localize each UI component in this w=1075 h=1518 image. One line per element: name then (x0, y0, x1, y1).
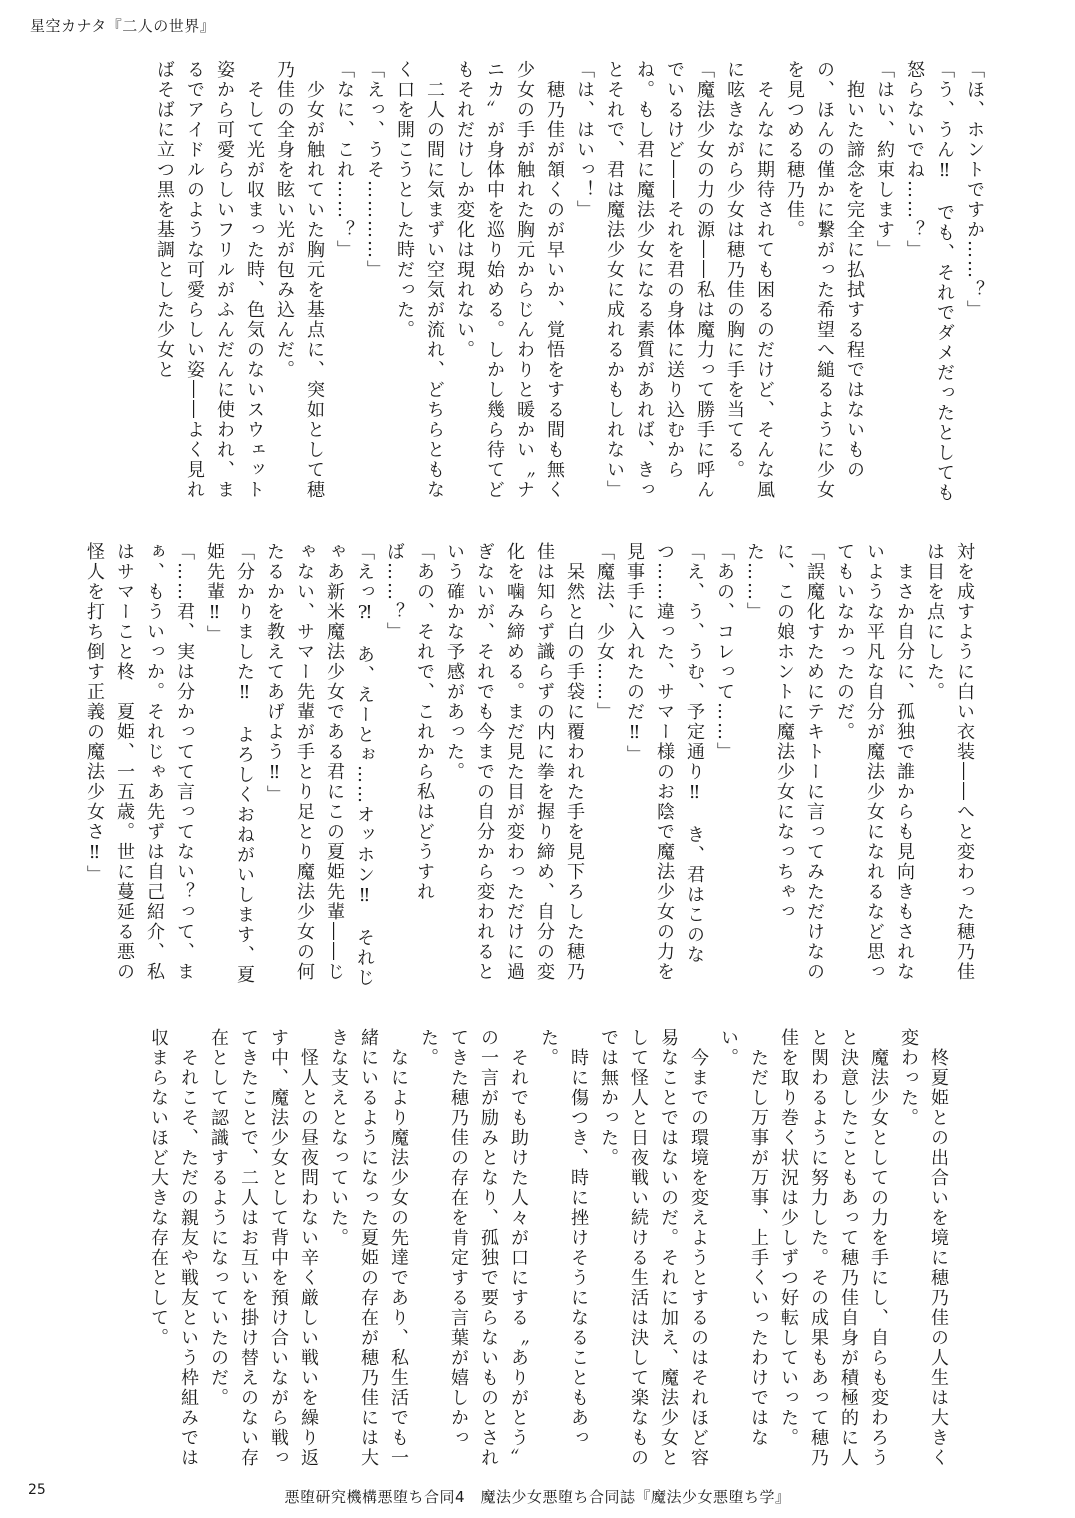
paragraph: それこそ、ただの親友や戦友という枠組みでは収まらないほど大きな存在として。 (148, 1028, 199, 1468)
paragraph: 「えっ⁈ あ、えーとぉ……オッホン‼ それじゃあ新米魔法少女である君にこの夏姫先輩――じゃない、サマー先輩が手とり足とり魔法少女の何たるかを教えてあげよう‼」 (264, 542, 375, 988)
paragraph: なにより魔法少女の先達であり、私生活でも一緒にいるようになった夏姫の存在が穂乃佳には大きな支えとなっていた。 (328, 1028, 409, 1468)
paragraph: まさか自分に、孤独で誰からも見向きもされないような平凡な自分が魔法少女になれるなど思ってもいなかったのだ。 (834, 542, 915, 982)
paragraph: 「う、うん‼ でも、それでダメだったとしても怒らないでね……？」 (904, 60, 955, 503)
paragraph: 時に傷つき、時に挫けそうになることもあった。 (538, 1028, 589, 1448)
page-header: 星空カナタ『二人の世界』 (30, 17, 216, 35)
paragraph: それでも助けた人々が口にする〝ありがとう〟の一言が励みとなり、孤独で要らないものとされてきた穂乃佳の存在を肯定する言葉が嬉しかった。 (418, 1028, 529, 1468)
paragraph: 対を成すように白い衣装――へと変わった穂乃佳は目を点にした。 (924, 542, 975, 982)
paragraph: 「はい、約束します」 (874, 60, 895, 260)
paragraph: 「えっ、うそ…………」 (364, 60, 385, 280)
paragraph: 「ほ、ホントですか……？」 (964, 60, 985, 320)
paragraph: 怪人との昼夜問わない辛く厳しい戦いを繰り返す中、魔法少女として背中を預け合いながら戦ってきたことで、二人はお互いを掛け替えのない存在として認識するようになっていたのだ。 (208, 1028, 319, 1468)
paragraph: 「なに、これ……？」 (334, 60, 355, 260)
paragraph: 「は、はいっ！」 (574, 60, 595, 220)
page-number: 25 (28, 1482, 46, 1498)
paragraph: 抱いた諦念を完全に払拭する程ではないものの、ほんの僅かに繋がった希望へ縋るように少女を見つめる穂乃佳。 (784, 60, 865, 500)
paragraph: 少女が触れていた胸元を基点に、突如として穂乃佳の全身を眩い光が包み込んだ。 (274, 60, 325, 500)
page-footer: 悪堕研究機構悪堕ち合同4 魔法少女悪堕ち合同誌『魔法少女悪堕ち学』 (284, 1488, 791, 1506)
paragraph: 「あの、コレって……」 (714, 542, 735, 762)
text-band-3 (43, 1028, 953, 1474)
paragraph: 「分かりました‼ よろしくおねがいします、夏姫先輩‼」 (204, 542, 255, 985)
paragraph: ただし万事が万事、上手くいったわけではない。 (718, 1028, 769, 1448)
paragraph: 穂乃佳が頷くのが早いか、覚悟をする間も無く少女の手が触れた胸元からじんわりと暖かい〝ナニカ〟が身体中を巡り始める。しかし幾ら待てどもそれだけしか変化は現れない。 (454, 60, 565, 500)
paragraph: 「誤魔化すためにテキトーに言ってみただけなのに、この娘ホントに魔法少女になっちゃった……」 (744, 542, 825, 982)
paragraph: そんなに期待されても困るのだけど、そんな風に呟きながら少女は穂乃佳の胸に手を当てる。 (724, 60, 775, 500)
text-band-1 (79, 60, 989, 506)
paragraph: 「魔法少女の力の源――私は魔力って勝手に呼んでいるけど――それを君の身体に送り込むからね。もし君に魔法少女になる素質があれば、きっとそれで、君は魔法少女に成れるかもしれない」 (604, 60, 715, 500)
paragraph: 呆然と白の手袋に覆われた手を見下ろした穂乃佳は知らず識らずの内に拳を握り締め、自分の変化を噛み締める。まだ見た目が変わっただけに過ぎないが、それでも今までの自分から変われるという確かな予感があった。 (444, 542, 585, 982)
paragraph: 「え、う、うむ、予定通り‼ き、君はこのなつ……違った、サマー様のお陰で魔法少女の力を見事手に入れたのだ‼」 (624, 542, 705, 982)
paragraph: 「あの、それで、これから私はどうすれば……？」 (384, 542, 435, 902)
paragraph: 柊夏姫との出合いを境に穂乃佳の人生は大きく変わった。 (898, 1028, 949, 1468)
paragraph: 今までの環境を変えようとするのはそれほど容易なことではないのだ。それに加え、魔法少女として怪人と日夜戦い続ける生活は決して楽なものでは無かった。 (598, 1028, 709, 1468)
paragraph: 「……君、実は分かってて言ってない？って、まぁ、もういっか。それじゃあ先ずは自己紹介、私はサマーこと柊 夏姫、一五歳。世に蔓延る悪の怪人を打ち倒す正義の魔法少女さ‼」 (84, 542, 195, 982)
paragraph: 「魔法、少女……」 (594, 542, 615, 722)
paragraph: 二人の間に気まずい空気が流れ、どちらともなく口を開こうとした時だった。 (394, 60, 445, 500)
paragraph: そして光が収まった時、色気のないスウェット姿から可愛らしいフリルがふんだんに使われ、まるでアイドルのような可愛らしい姿――よく見ればそばに立つ黒を基調とした少女と (154, 60, 265, 500)
paragraph: 魔法少女としての力を手にし、自らも変わろうと決意したこともあって穂乃佳自身が積極的に人と関わるように努力した。その成果もあって穂乃佳を取り巻く状況は少しずつ好転していった。 (778, 1028, 889, 1468)
text-band-2 (69, 542, 979, 988)
